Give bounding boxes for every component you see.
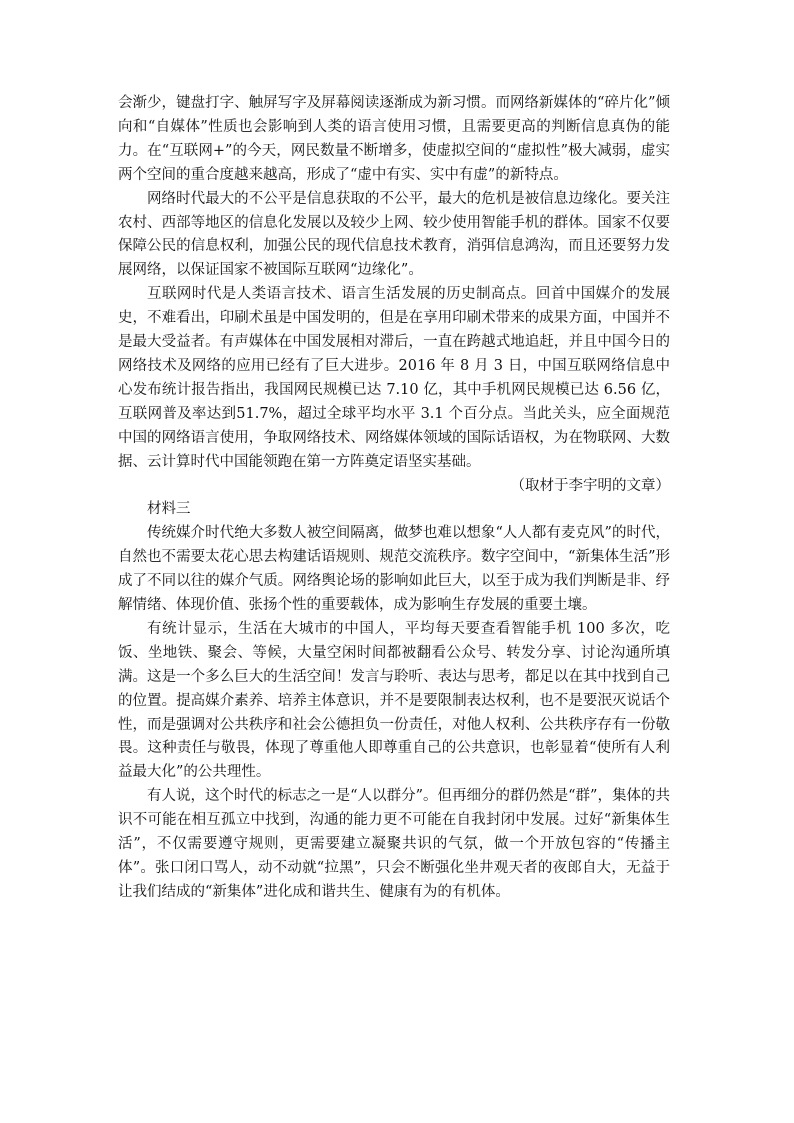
- paragraph-2: 网络时代最大的不公平是信息获取的不公平，最大的危机是被信息边缘化。要关注农村、西部等地区的信息化发展以及较少上网、较少使用智能手机的群体。国家不仅要保障公民的信息权利，加强公民的现代信息技术教育，消弭信息鸿沟，而且还要努力发展网络，以保证国家不被国际互联网“边缘化”。: [118, 190, 670, 279]
- section-paragraph-1: 传统媒介时代绝大多数人被空间隔离，做梦也难以想象“人人都有麦克风”的时代，自然也不需要太花心思去构建话语规则、规范交流秩序。数字空间中，“新集体生活”形成了不同以往的媒介气质。网络舆论场的影响如此巨大，以至于成为我们判断是非、纾解情绪、体现价值、张扬个性的重要载体，成为影响生存发展的重要土壤。: [118, 525, 670, 614]
- paragraph-3: 互联网时代是人类语言技术、语言生活发展的历史制高点。回首中国媒介的发展史，不难看出，印刷术虽是中国发明的，但是在享用印刷术带来的成果方面，中国并不是最大受益者。有声媒体在中国发展相对滞后，一直在跨越式地追赶，并且中国今日的网络技术及网络的应用已经有了巨大进步。2016 年 8 月 3 日，中国互联网络信息中心发布统计报告指出，我国网民规模已达 7.10 亿，其中手机网民规模已达 6.56 亿，互联网普及率达到51.7%，超过全球平均水平 3.1 个百分点。当此关头，应全面规范中国的网络语言使用，争取网络技术、网络媒体领域的国际话语权，为在物联网、大数据、云计算时代中国能领跑在第一方阵奠定语坚实基础。: [118, 286, 670, 470]
- section-paragraph-2: 有统计显示，生活在大城市的中国人，平均每天要查看智能手机 100 多次，吃饭、坐地铁、聚会、等候，大量空闲时间都被翻看公众号、转发分享、讨论沟通所填满。这是一个多么巨大的生活空间！发言与聆听、表达与思考，都足以在其中找到自己的位置。提高媒介素养、培养主体意识，并不是要限制表达权利，也不是要泯灭说话个性，而是强调对公共秩序和社会公德担负一份责任，对他人权利、公共秩序存有一份敬畏。这种责任与敬畏，体现了尊重他人即尊重自己的公共意识，也彰显着“使所有人利益最大化”的公共理性。: [118, 620, 670, 781]
- paragraph-1: 会渐少，键盘打字、触屏写字及屏幕阅读逐渐成为新习惯。而网络新媒体的“碎片化”倾向和“自媒体”性质也会影响到人类的语言使用习惯，且需要更高的判断信息真伪的能力。在“互联网+”的今天，网民数量不断增多，使虚拟空间的“虚拟性”极大减弱，虚实两个空间的重合度越来越高，形成了“虚中有实、实中有虚”的新特点。: [118, 95, 670, 183]
- section-heading: 材料三: [147, 501, 191, 518]
- document-page: [118, 92, 670, 905]
- section-paragraph-3: 有人说，这个时代的标志之一是“人以群分”。但再细分的群仍然是“群”，集体的共识不可能在相互孤立中找到，沟通的能力更不可能在自我封闭中发展。过好“新集体生活”，不仅需要遵守规则，更需要建立凝聚共识的气氛，做一个开放包容的“传播主体”。张口闭口骂人，动不动就“拉黑”，只会不断强化坐井观天者的夜郎自大，无益于让我们结成的“新集体”进化成和谐共生、健康有为的有机体。: [118, 788, 670, 900]
- source-note: （取材于李宇明的文章）: [510, 477, 670, 494]
